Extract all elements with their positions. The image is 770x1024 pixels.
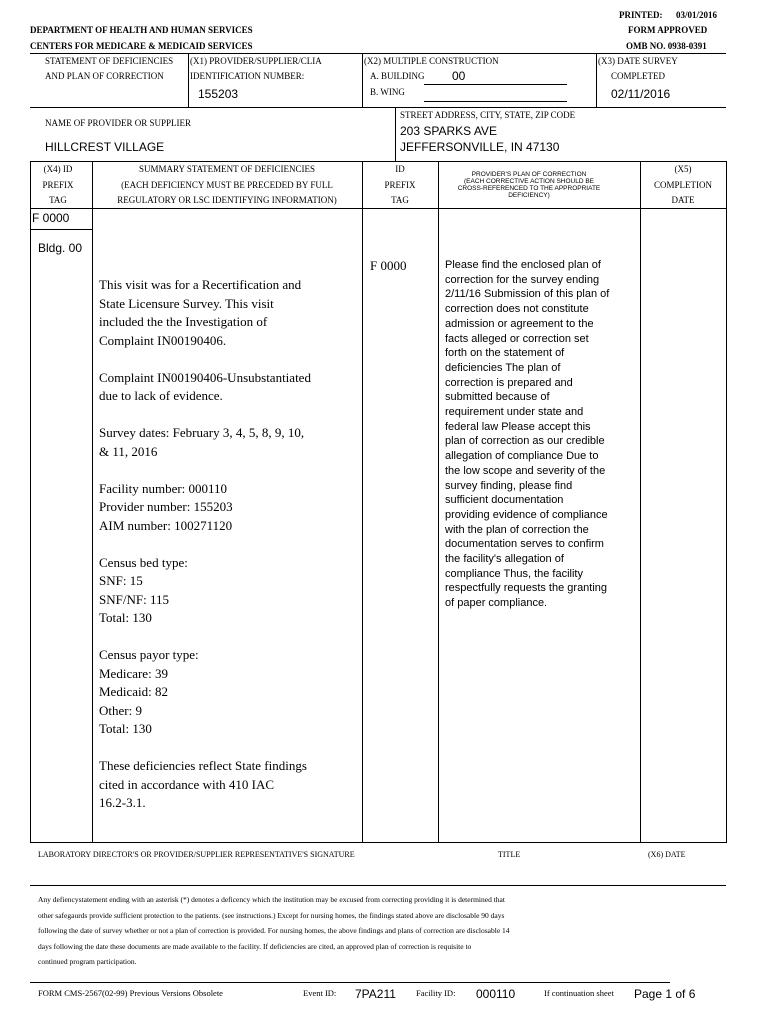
legal-line: days following the date these documents are made available to the facility. If deficiencies are cited, an approved plan of correction is requisite to <box>38 941 472 951</box>
plan-line: plan of correction as our credible <box>445 435 605 448</box>
printed-date: 03/01/2016 <box>676 10 718 20</box>
deficiency-paragraph <box>99 757 359 813</box>
summary-label-1: SUMMARY STATEMENT OF DEFICIENCIES <box>138 164 316 174</box>
plan-line: providing evidence of compliance <box>445 508 608 521</box>
id-label: ID <box>395 164 405 174</box>
deficiency-line: Complaint IN00190406-Unsubstantiated <box>99 369 311 385</box>
deficiency-text <box>99 276 359 831</box>
plan-line: documentation serves to confirm <box>445 538 604 551</box>
form-approved: FORM APPROVED <box>628 25 708 35</box>
title-label: TITLE <box>498 850 521 859</box>
deficiency-line: Total: 130 <box>99 721 152 736</box>
deficiency-line: Census payor type: <box>99 647 199 662</box>
id-prefix-label: PREFIX <box>384 180 416 190</box>
wing-label: B. WING <box>370 87 405 97</box>
provider-name-value: HILLCREST VILLAGE <box>45 140 165 154</box>
plan-line: facts alleged or correction set <box>445 332 589 345</box>
x3-label-2: COMPLETED <box>611 71 665 81</box>
tag-left: F 0000 <box>32 211 70 225</box>
poc-label-2: (EACH CORRECTIVE ACTION SHOULD BE <box>463 178 595 185</box>
x4-tag-label: TAG <box>49 195 67 205</box>
legal-line: following the date of survey whether or not a plan of correction is provided. For nursing homes, the above findings and plans of correction are disclosable 14 <box>38 926 510 935</box>
x1-label-2: IDENTIFICATION NUMBER: <box>190 71 305 81</box>
form-number: FORM CMS-2567(02-99) Previous Versions Obsolete <box>38 988 223 998</box>
event-id-value: 7PA211 <box>355 987 396 1001</box>
plan-line: admission or agreement to the <box>445 317 594 330</box>
plan-line: with the plan of correction the <box>445 523 589 536</box>
summary-label-2: (EACH DEFICIENCY MUST BE PRECEDED BY FULL <box>121 180 333 190</box>
plan-line: correction is prepared and <box>445 376 573 389</box>
building-tag: Bldg. 00 <box>38 241 83 255</box>
poc-label-3: CROSS-REFERENCED TO THE APPROPRIATE <box>457 185 601 192</box>
deficiency-line: Complaint IN00190406. <box>99 332 227 348</box>
deficiency-line: SNF/NF: 115 <box>99 591 169 607</box>
survey-date-value: 02/11/2016 <box>611 87 671 101</box>
deficiency-line: Census bed type: <box>99 554 188 570</box>
x4-prefix-label: PREFIX <box>42 180 74 190</box>
building-value: 00 <box>452 69 466 83</box>
plan-line: correction does not constitute <box>445 303 589 316</box>
plan-line: compliance Thus, the facility <box>445 567 583 580</box>
deficiency-line: Medicaid: 82 <box>99 684 168 699</box>
plan-line: allegation of compliance Due to <box>445 450 599 463</box>
building-label: A. BUILDING <box>370 71 425 81</box>
plan-line: survey finding, please find <box>445 479 573 492</box>
legal-line: Any defiencystatement ending with an asterisk (*) denotes a deficency which the institution may be excused from correcting providing it is determined that <box>38 895 505 904</box>
deficiency-line: Provider number: 155203 <box>99 499 233 514</box>
deficiency-line: Facility number: 000110 <box>99 480 228 496</box>
event-id-label: Event ID: <box>303 988 337 998</box>
deficiency-paragraph <box>99 276 359 350</box>
cms-name: CENTERS FOR MEDICARE & MEDICAID SERVICES <box>30 41 253 51</box>
deficiency-line: AIM number: 100271120 <box>99 517 233 533</box>
x1-label: (X1) PROVIDER/SUPPLIER/CLIA <box>190 56 322 66</box>
plan-line: the low scope and severity of the <box>445 464 606 477</box>
deficiency-paragraph <box>99 369 359 406</box>
deficiency-line: This visit was for a Recertification and <box>99 277 302 292</box>
legal-line: other safegaurds provide sufficient protection to the patients. (see instructions.) Except for nursing homes, the findings stated above are disclosable 90 days <box>38 910 505 920</box>
poc-label-1: PROVIDER'S PLAN OF CORRECTION <box>471 171 587 178</box>
street-label: STREET ADDRESS, CITY, STATE, ZIP CODE <box>400 110 576 120</box>
deficiency-line: Other: 9 <box>99 702 142 718</box>
signature-label: LABORATORY DIRECTOR'S OR PROVIDER/SUPPLIER REPRESENTATIVE'S SIGNATURE <box>38 850 355 859</box>
facility-id-label: Facility ID: <box>416 988 456 998</box>
x5-date-label: DATE <box>671 195 695 205</box>
deficiency-line: These deficiencies reflect State findings <box>99 758 307 773</box>
x6-date-label: (X6) DATE <box>648 850 686 859</box>
deficiency-paragraph <box>99 554 359 628</box>
deficiency-line: & 11, 2016 <box>99 443 158 459</box>
x2-label: (X2) MULTIPLE CONSTRUCTION <box>364 56 499 66</box>
deficiency-line: cited in accordance with 410 IAC <box>99 776 275 792</box>
provider-id-value: 155203 <box>198 87 239 101</box>
plan-line: forth on the statement of <box>445 347 565 360</box>
x5-completion-label: COMPLETION <box>654 180 712 190</box>
id-tag-label: TAG <box>391 195 409 205</box>
plan-line: 2/11/16 Submission of this plan of <box>445 288 610 301</box>
deficiency-line: State Licensure Survey. This visit <box>99 295 274 311</box>
plan-line: correction for the survey ending <box>445 273 600 286</box>
plan-line: of paper compliance. <box>445 597 548 610</box>
deficiency-line: Medicare: 39 <box>99 665 168 681</box>
tag-right: F 0000 <box>370 258 407 273</box>
plan-line: federal law Please accept this <box>445 420 591 433</box>
statement-label-1: STATEMENT OF DEFICIENCIES <box>45 56 174 66</box>
deficiency-line: included the the Investigation of <box>99 314 268 329</box>
street-value-1: 203 SPARKS AVE <box>400 124 497 138</box>
plan-line: the facility's allegation of <box>445 553 564 566</box>
plan-line: sufficient documentation <box>445 494 564 507</box>
omb-number: OMB NO. 0938-0391 <box>626 41 707 51</box>
deficiency-paragraph <box>99 646 359 739</box>
deficiency-line: due to lack of evidence. <box>99 388 223 403</box>
statement-label-2: AND PLAN OF CORRECTION <box>45 71 164 81</box>
summary-label-3: REGULATORY OR LSC IDENTIFYING INFORMATION) <box>117 195 337 205</box>
legal-notice <box>38 892 718 970</box>
facility-id-value: 000110 <box>476 987 516 1001</box>
plan-line: deficiencies The plan of <box>445 361 561 374</box>
plan-line: respectfully requests the granting <box>445 582 608 595</box>
poc-label-4: DEFICIENCY) <box>508 192 550 199</box>
deficiency-line: Survey dates: February 3, 4, 5, 8, 9, 10, <box>99 425 305 440</box>
deficiency-line: Total: 130 <box>99 610 152 625</box>
page-number: Page 1 of 6 <box>634 987 696 1001</box>
legal-line: continued program participation. <box>38 957 137 966</box>
deficiency-line: SNF: 15 <box>99 573 143 588</box>
x3-label: (X3) DATE SURVEY <box>598 56 678 66</box>
plan-of-correction <box>445 258 635 611</box>
plan-line: Please find the enclosed plan of <box>445 259 601 271</box>
x4-id-label: (X4) ID <box>43 164 73 174</box>
deficiency-line: 16.2-3.1. <box>99 795 146 810</box>
continuation-label: If continuation sheet <box>544 988 614 998</box>
plan-line: requirement under state and <box>445 406 584 419</box>
department-name: DEPARTMENT OF HEALTH AND HUMAN SERVICES <box>30 25 253 35</box>
deficiency-paragraph <box>99 480 359 536</box>
printed-label: PRINTED: <box>619 10 663 20</box>
plan-line: submitted because of <box>445 391 550 404</box>
x5-label: (X5) <box>674 164 692 174</box>
provider-name-label: NAME OF PROVIDER OR SUPPLIER <box>45 118 192 128</box>
deficiency-paragraph <box>99 424 359 461</box>
street-value-2: JEFFERSONVILLE, IN 47130 <box>400 140 560 154</box>
